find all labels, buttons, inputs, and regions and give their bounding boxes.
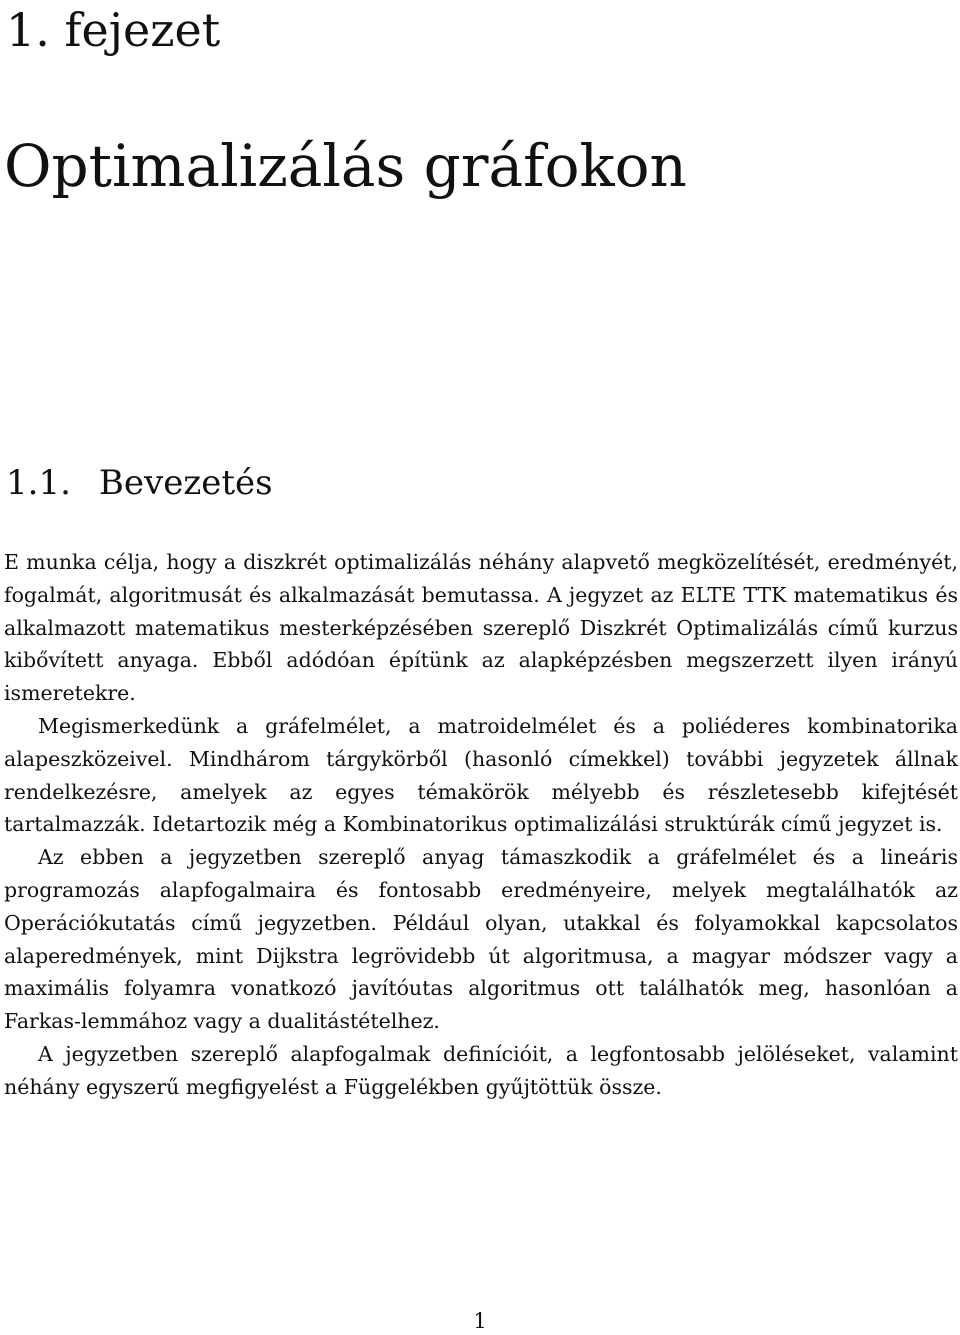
section-title: Bevezetés — [98, 463, 273, 503]
chapter-label: 1. fejezet — [6, 3, 221, 57]
paragraph-3: Az ebben a jegyzetben szereplő anyag támaszkodik a gráfelmélet és a lineáris programozás alapfogalmaira és fontosabb eredményeire, melyek megtalálhatók az Operációkutatás című jegyzetben. Például olyan, utakkal és folyamokkal kapcsolatos alaperedmények, mint Dijkstra legrövidebb út algoritmusa, a magyar módszer vagy a maximális folyamra vonatkozó javítóutas algoritmus ott találhatók meg, hasonlóan a Farkas-lemmához vagy a dualitástételhez. — [4, 845, 958, 1034]
section-number: 1.1. — [6, 463, 71, 503]
paragraph-1: E munka célja, hogy a diszkrét optimalizálás néhány alapvető megközelítését, eredményét, fogalmát, algoritmusát és alkalmazását bemutassa. A jegyzet az ELTE TTK matematikus és alkalmazott matematikus mesterképzésében szereplő Diszkrét Optimalizálás című kurzus kibővített anyaga. Ebből adódóan építünk az alapképzésben megszerzett ilyen irányú ismeretekre. — [4, 550, 958, 706]
page-number: 1 — [473, 1309, 487, 1333]
chapter-title: Optimalizálás gráfokon — [4, 132, 687, 200]
body-text — [4, 546, 958, 1104]
paragraph-2: Megismerkedünk a gráfelmélet, a matroidelmélet és a poliéderes kombinatorika alapeszközeivel. Mindhárom tárgykörből (hasonló címekkel) további jegyzetek állnak rendelkezésre, amelyek az egyes témakörök mélyebb és részletesebb kifejtését tartalmazzák. Idetartozik még a Kombinatorikus optimalizálási struktúrák című jegyzet is. — [4, 713, 958, 837]
section-heading — [6, 458, 273, 508]
paragraph-4: A jegyzetben szereplő alapfogalmak definícióit, a legfontosabb jelöléseket, valamint néhány egyszerű megfigyelést a Függelékben gyűjtöttük össze. — [4, 1041, 958, 1099]
